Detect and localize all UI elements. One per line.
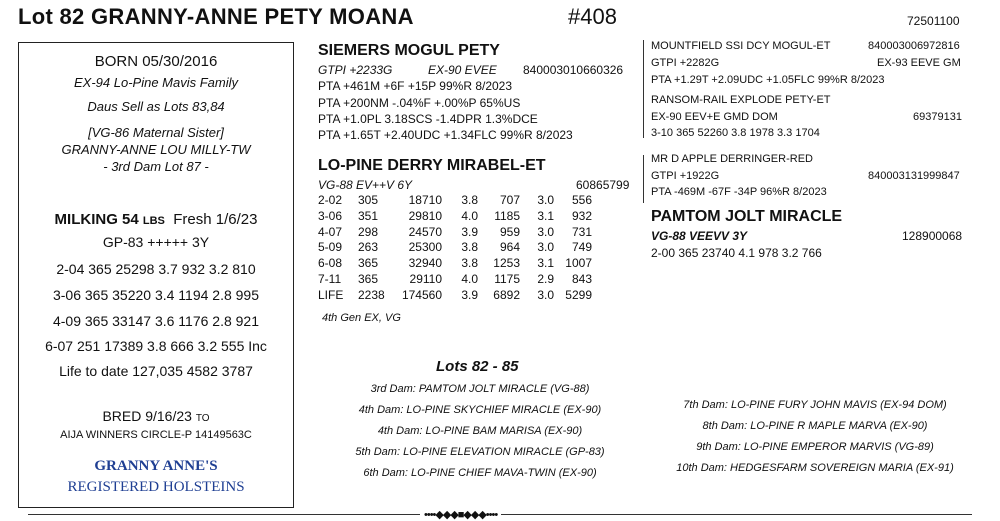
sister-line-3: - 3rd Dam Lot 87 - [103, 159, 209, 174]
dam-line: 10th Dam: HEDGESFARM SOVEREIGN MARIA (EX-91) [676, 462, 954, 474]
dam-line: 6th Dam: LO-PINE CHIEF MAVA-TWIN (EX-90) [363, 467, 597, 479]
dam-record-row [318, 209, 596, 225]
dam-record-cell: 4.0 [461, 271, 478, 286]
sire-pta: PTA +200NM -.04%F +.00%P 65%US [318, 96, 521, 110]
dam-record-cell: 2238 [358, 287, 385, 302]
dam-record-cell: 24570 [408, 224, 442, 239]
dam-record-row [318, 225, 596, 241]
dam-record-cell: LIFE [318, 287, 344, 302]
dam-record-row [318, 240, 596, 256]
sister-line-2: GRANNY-ANNE LOU MILLY-TW [61, 142, 251, 157]
dam-record-cell: 3.0 [537, 193, 554, 207]
animal-info-box [18, 42, 294, 508]
dam-sire-reg: 840003131999847 [868, 170, 960, 182]
sire-pta: PTA +1.0PL 3.18SCS -1.4DPR 1.3%DCE [318, 112, 538, 126]
dam-record-cell: 3-06 [318, 208, 343, 223]
dam-name: LO-PINE DERRY MIRABEL-ET [318, 157, 546, 174]
milking-label: MILKING [54, 211, 118, 228]
dam-record-cell: 5299 [565, 287, 592, 302]
dam-line: 4th Dam: LO-PINE BAM MARISA (EX-90) [377, 425, 583, 437]
dam-record-cell: 932 [571, 208, 592, 223]
dam-dam-name: PAMTOM JOLT MIRACLE [651, 208, 843, 225]
dam-record-cell: 959 [499, 224, 520, 239]
dam-record-cell: 298 [358, 224, 379, 239]
sire-sire-reg: 840003006972816 [868, 40, 960, 52]
sire-sire-gtpi: GTPI +2282G [651, 57, 720, 69]
catalog-number: #408 [568, 4, 617, 29]
sire-dam-class: EX-90 EEV+E GMD DOM [651, 111, 778, 123]
family-line: EX-94 Lo-Pine Mavis Family [74, 75, 238, 90]
dam-records-table [318, 193, 596, 304]
dam-line: 8th Dam: LO-PINE R MAPLE MARVA (EX-90) [702, 420, 928, 432]
record-row: 4-09 365 33147 3.6 1176 2.8 921 [52, 313, 260, 329]
dam-record-cell: 29810 [408, 208, 442, 223]
dam-line: 5th Dam: LO-PINE ELEVATION MIRACLE (GP-83) [355, 446, 605, 458]
dam-line: 3rd Dam: PAMTOM JOLT MIRACLE (VG-88) [370, 383, 590, 395]
farm-name: GRANNY ANNE'S [94, 458, 218, 474]
dam-line: 7th Dam: LO-PINE FURY JOHN MAVIS (EX-94 DOM) [683, 399, 947, 411]
sire-dam-record: 3-10 365 52260 3.8 1978 3.3 1704 [651, 127, 820, 139]
dam-record-cell: 25300 [408, 240, 442, 255]
dam-record-cell: 5-09 [318, 240, 343, 255]
sire-sire-name: MOUNTFIELD SSI DCY MOGUL-ET [651, 40, 831, 52]
bred-to: TO [195, 413, 210, 424]
sire-dam-reg: 69379131 [913, 111, 962, 123]
dam-record-cell: 731 [571, 224, 592, 239]
registration-id: 72501100 [907, 14, 960, 28]
dam-record-cell: 3.0 [537, 224, 554, 239]
classification: GP-83 +++++ 3Y [102, 234, 210, 250]
lots-title: Lots 82 - 85 [436, 358, 519, 375]
bred-line [19, 408, 293, 424]
dam-sire-name: MR D APPLE DERRINGER-RED [651, 153, 813, 165]
dam-record-cell: 1007 [565, 256, 592, 271]
dam-record-cell: 749 [571, 240, 592, 255]
sire-gtpi: GTPI +2233G [318, 63, 393, 77]
dam-dam-reg: 128900068 [902, 229, 963, 243]
dam-record-row [318, 193, 596, 209]
dam-record-cell: 174560 [401, 287, 442, 302]
sire-class: EX-90 EVEE [428, 63, 497, 77]
dam-record-cell: 32940 [408, 256, 442, 271]
dam-record-cell: 263 [358, 240, 379, 255]
dam-record-cell: 3.9 [461, 224, 478, 239]
dam-record-row [318, 288, 596, 304]
dam-record-cell: 6892 [493, 287, 520, 302]
dam-record-cell: 18710 [408, 193, 442, 207]
sire-reg: 840003010660326 [523, 63, 624, 77]
record-row: 3-06 365 35220 3.4 1194 2.8 995 [52, 287, 260, 303]
dam-generation: 4th Gen EX, VG [322, 312, 401, 324]
dam-record-cell: 843 [571, 271, 592, 286]
sire-dam-name: RANSOM-RAIL EXPLODE PETY-ET [651, 94, 831, 106]
dam-record-cell: 1175 [494, 271, 520, 286]
dam-record-cell: 7-11 [318, 271, 342, 286]
dam-record-cell: 4.0 [461, 208, 478, 223]
sire-name: SIEMERS MOGUL PETY [318, 42, 500, 59]
daus-line: Daus Sell as Lots 83,84 [87, 99, 225, 114]
dam-dam-class: VG-88 VEEVV 3Y [651, 229, 748, 243]
dam-record-cell: 6-08 [318, 256, 343, 271]
sire-pta: PTA +1.65T +2.40UDC +1.34FLC 99%R 8/2023 [318, 128, 573, 142]
bred-label: BRED 9/16/23 [102, 408, 192, 424]
dam-class: VG-88 EV++V 6Y [318, 178, 413, 192]
milking-line [19, 211, 293, 228]
dam-record-cell: 1253 [493, 256, 520, 271]
dam-sire-gtpi: GTPI +1922G [651, 170, 720, 182]
dam-record-cell: 964 [499, 240, 520, 255]
dam-record-cell: 4-07 [318, 224, 343, 239]
dam-record-row [318, 256, 596, 272]
sister-line-1: [VG-86 Maternal Sister] [88, 125, 224, 140]
dam-sire-pta: PTA -469M -67F -34P 96%R 8/2023 [651, 186, 827, 198]
dam-record-cell: 3.8 [461, 256, 478, 271]
dam-record-cell: 3.8 [461, 240, 478, 255]
dam-record-cell: 365 [358, 256, 379, 271]
dam-record-cell: 3.0 [537, 287, 554, 302]
ornament: ••••◆◆◆■◆◆◆•••• [420, 508, 501, 521]
record-row: 6-07 251 17389 3.8 666 3.2 555 Inc [45, 338, 267, 354]
fresh-date: Fresh 1/6/23 [173, 211, 258, 228]
dam-record-cell: 351 [358, 208, 379, 223]
dam-record-cell: 29110 [409, 271, 442, 286]
dam-dam-record: 2-00 365 23740 4.1 978 3.2 766 [651, 246, 822, 260]
milking-value: 54 [122, 211, 139, 228]
bred-sire: AIJA WINNERS CIRCLE-P 14149563C [60, 429, 252, 441]
record-row: 2-04 365 25298 3.7 932 3.2 810 [56, 261, 256, 277]
dam-record-cell: 556 [571, 193, 592, 207]
pedigree-bracket [643, 155, 644, 203]
dam-record-row [318, 272, 596, 288]
pedigree-bracket [643, 40, 644, 138]
dam-record-cell: 2-02 [318, 193, 343, 207]
sire-sire-class: EX-93 EEVE GM [877, 57, 961, 69]
dam-record-cell: 3.8 [461, 193, 478, 207]
dam-record-cell: 365 [358, 271, 379, 286]
dam-record-cell: 3.1 [537, 208, 554, 223]
sire-pta: PTA +461M +6F +15P 99%R 8/2023 [318, 79, 513, 93]
dam-reg: 60865799 [576, 178, 630, 192]
sire-sire-pta: PTA +1.29T +2.09UDC +1.05FLC 99%R 8/2023 [651, 74, 885, 86]
dam-record-cell: 305 [358, 193, 379, 207]
dam-record-cell: 3.9 [461, 287, 478, 302]
dam-record-cell: 1185 [494, 208, 520, 223]
dam-line: 4th Dam: LO-PINE SKYCHIEF MIRACLE (EX-90) [358, 404, 602, 416]
farm-subtitle: REGISTERED HOLSTEINS [67, 479, 245, 495]
dam-record-cell: 2.9 [537, 271, 554, 286]
life-to-date: Life to date 127,035 4582 3787 [59, 363, 253, 379]
dam-record-cell: 707 [499, 193, 520, 207]
dam-record-cell: 3.1 [537, 256, 554, 271]
dam-line: 9th Dam: LO-PINE EMPEROR MARVIS (VG-89) [696, 441, 934, 453]
lot-title: Lot 82 GRANNY-ANNE PETY MOANA [18, 4, 414, 29]
born-date: BORN 05/30/2016 [94, 53, 218, 70]
milking-unit: LBS [142, 215, 165, 227]
dam-record-cell: 3.0 [537, 240, 554, 255]
